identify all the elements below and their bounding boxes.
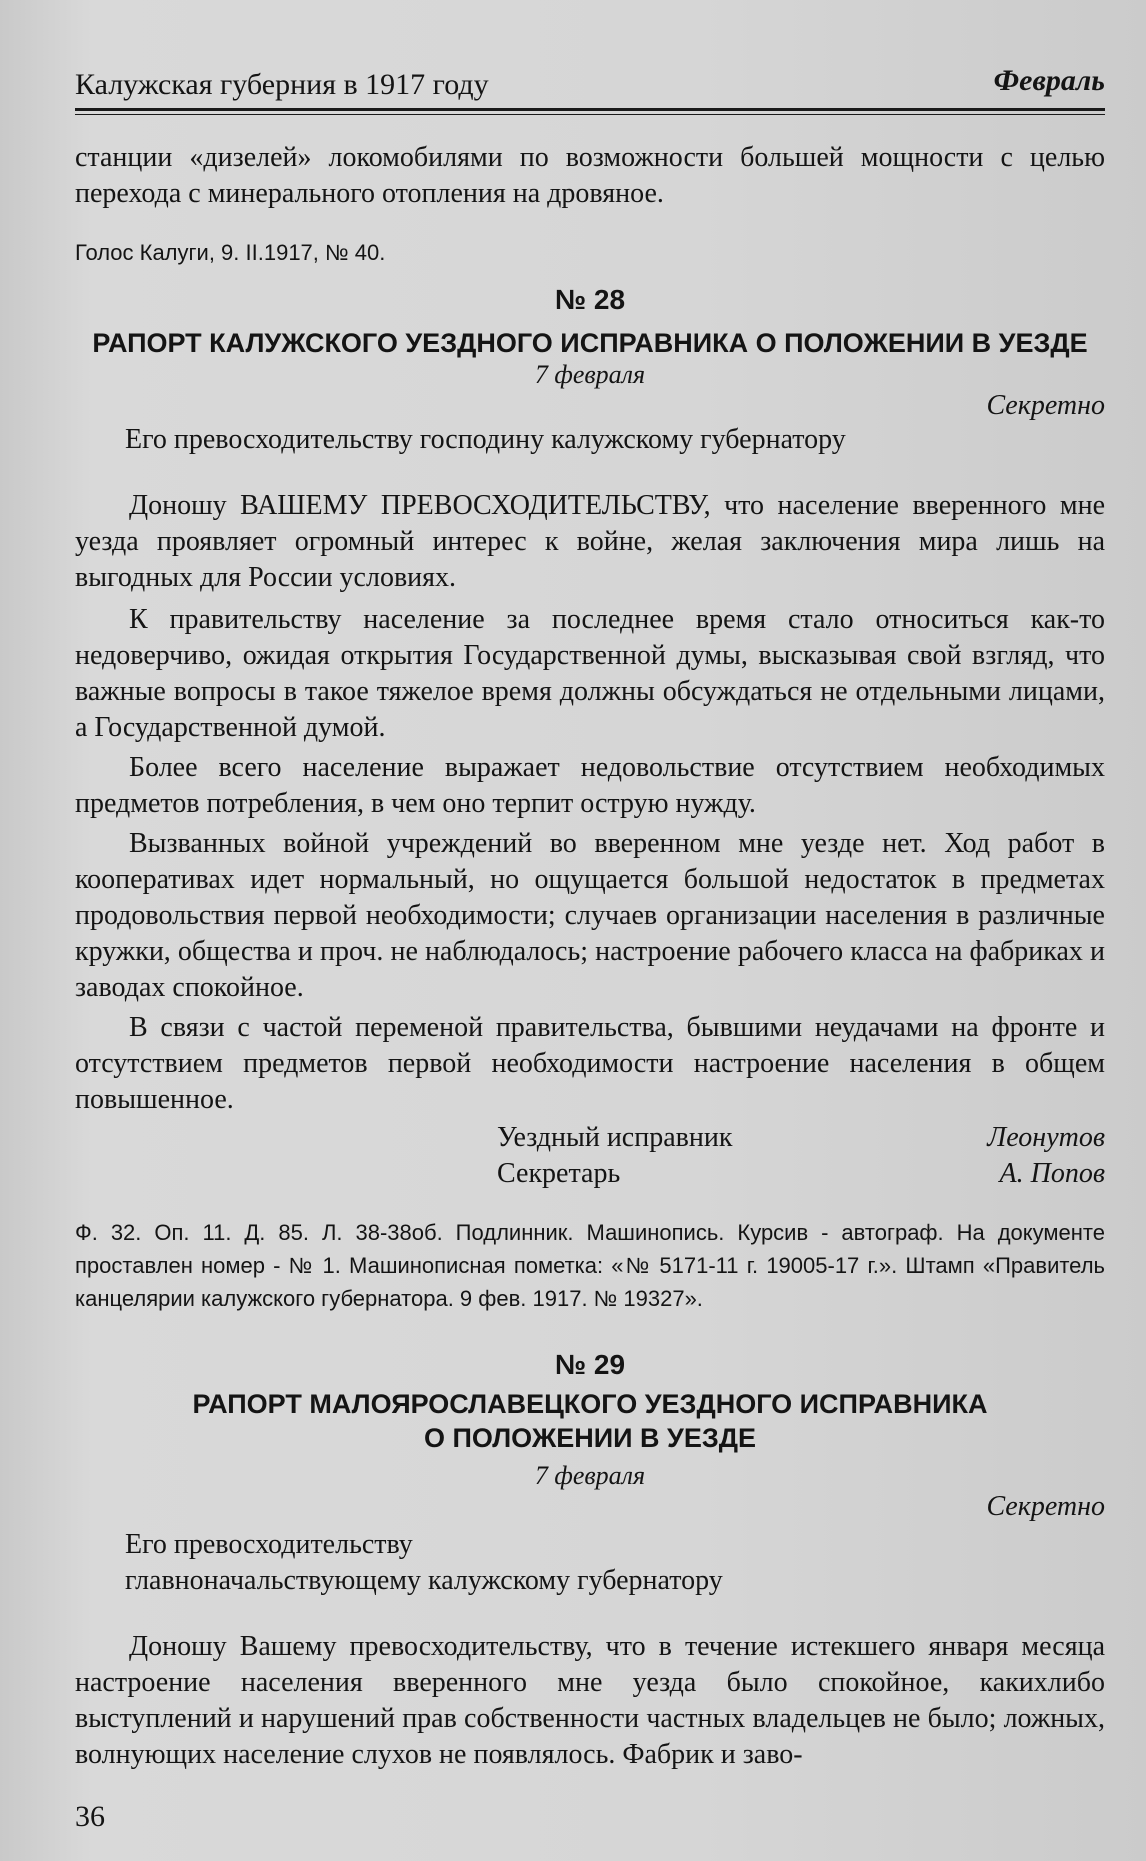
signer-name: Леонутов bbox=[987, 1122, 1105, 1153]
addressee-line: главноначальствующему калужскому губернатору bbox=[125, 1565, 723, 1596]
document-number-29: № 29 bbox=[554, 1349, 626, 1380]
continued-text: станции «дизелей» локомобилями по возможности большей мощности с целью перехода с минерального отопления на дровяное. bbox=[75, 142, 1105, 209]
document-date-29: 7 февраля bbox=[534, 1461, 646, 1490]
signature-row bbox=[75, 1122, 1105, 1158]
paragraph: К правительству население за последнее время стало относиться как-то недоверчиво, ожидая открытия Государственной думы, высказывая свой взгляд, что важные вопросы в такое тяжелое время должны обсуждаться не отдельными лицами, а Государственной думой. bbox=[75, 604, 1105, 743]
title-line: О ПОЛОЖЕНИИ В УЕЗДЕ bbox=[423, 1423, 756, 1453]
page-header bbox=[75, 62, 1105, 102]
signer-role: Секретарь bbox=[497, 1158, 621, 1189]
archive-reference: Ф. 32. Оп. 11. Д. 85. Л. 38-38об. Подлинник. Машинопись. Курсив - автограф. На документе проставлен номер - № 1. Машинописная пометка: «№ 5171-11 г. 19005-17 г.». Штамп «Правитель канцелярии калужского губернатора. 9 фев. 1917. № 19327». bbox=[75, 1220, 1105, 1311]
title-line: РАПОРТ МАЛОЯРОСЛАВЕЦКОГО УЕЗДНОГО ИСПРАВНИКА bbox=[192, 1389, 988, 1419]
signer-role: Уездный исправник bbox=[497, 1122, 733, 1153]
header-rule-thin bbox=[75, 114, 1105, 115]
header-rule-thick bbox=[75, 108, 1105, 111]
newspaper-source: Голос Калуги, 9. II.1917, № 40. bbox=[75, 240, 386, 265]
paragraph: Более всего население выражает недовольствие отсутствием необходимых предметов потребления, в чем оно терпит острую нужду. bbox=[75, 752, 1105, 819]
running-title: Калужская губерния в 1917 году bbox=[75, 68, 489, 101]
signer-name: А. Попов bbox=[999, 1158, 1105, 1189]
paragraph: Вызванных войной учреждений во вверенном мне уезде нет. Ход работ в кооперативах идет нормальный, но ощущается большой недостаток в предметах продовольствия первой необходимости; случаев организации населения в различные кружки, общества и проч. не наблюдалось; настроение рабочего класса на фабриках и заводах спокойное. bbox=[75, 828, 1105, 1003]
document-date-28: 7 февраля bbox=[534, 360, 646, 389]
secrecy-mark-29: Секретно bbox=[986, 1491, 1105, 1522]
paragraph: Доношу Вашему превосходительству, что в течение истекшего января месяца настроение населения вверенного мне уезда было спокойное, какихлибо выступлений и нарушений прав собственности частных владельцев не было; ложных, волнующих население слухов не появлялось. Фабрик и заво- bbox=[75, 1631, 1105, 1770]
signature-row bbox=[75, 1158, 1105, 1194]
document-title-28: РАПОРТ КАЛУЖСКОГО УЕЗДНОГО ИСПРАВНИКА О ПОЛОЖЕНИИ В УЕЗДЕ bbox=[92, 328, 1088, 358]
addressee-28: Его превосходительству господину калужскому губернатору bbox=[125, 424, 846, 455]
secrecy-mark-28: Секретно bbox=[986, 390, 1105, 421]
addressee-line: Его превосходительству bbox=[125, 1529, 413, 1560]
paragraph: В связи с частой переменой правительства, бывшими неудачами на фронте и отсутствием предметов первой необходимости настроение населения в общем повышенное. bbox=[75, 1012, 1105, 1115]
page-body bbox=[75, 140, 1105, 1773]
paragraph: Доношу ВАШЕМУ ПРЕВОСХОДИТЕЛЬСТВУ, что население вверенного мне уезда проявляет огромный интерес к войне, желая заключения мира лишь на выгодных для России условиях. bbox=[75, 490, 1105, 593]
document-title-29 bbox=[75, 1387, 1105, 1455]
page-number: 36 bbox=[75, 1800, 105, 1833]
section-title: Февраль bbox=[993, 64, 1105, 97]
addressee-29 bbox=[75, 1527, 1105, 1599]
document-number-28: № 28 bbox=[554, 284, 626, 315]
